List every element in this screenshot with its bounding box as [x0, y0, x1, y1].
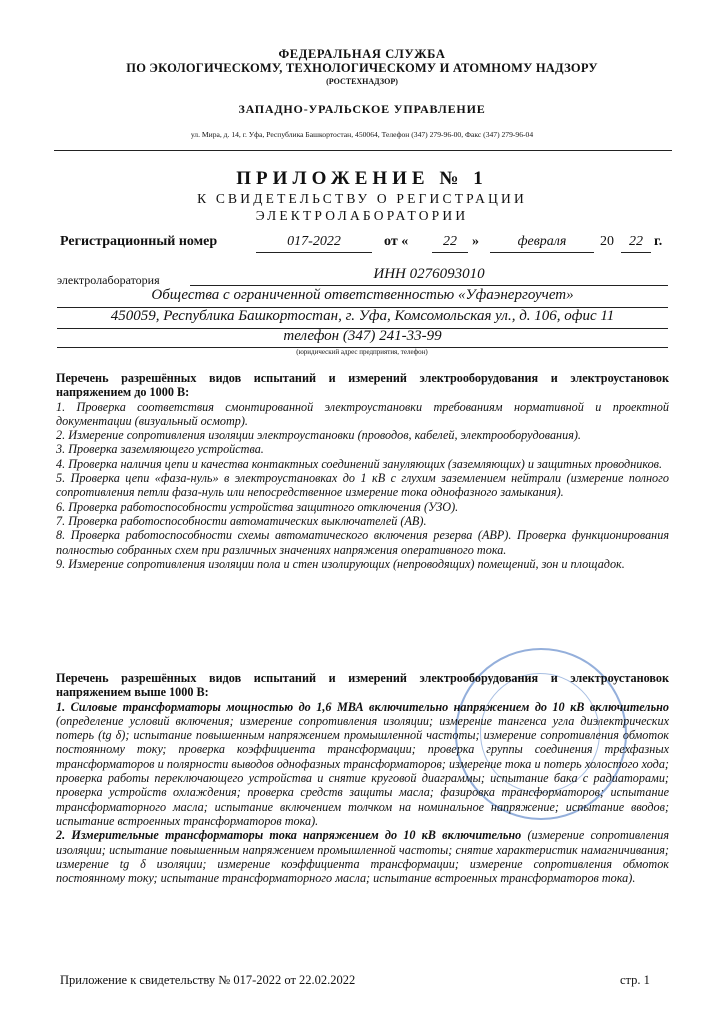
- section-low-voltage: [56, 371, 669, 571]
- agency-line1: ФЕДЕРАЛЬНАЯ СЛУЖБА: [278, 47, 446, 61]
- section1-item-3: 3. Проверка заземляющего устройства.: [56, 442, 264, 457]
- registration-year: 22: [621, 234, 651, 253]
- section1-item-4: 4. Проверка наличия цепи и качества контактных соединений зануляющих (заземляющих) и защитных проводников.: [56, 456, 663, 471]
- document-subtitle-2: ЭЛЕКТРОЛАБОРАТОРИИ: [255, 208, 469, 223]
- date-open-label: от «: [384, 234, 409, 249]
- section2-item-1: [56, 700, 669, 829]
- department: ЗАПАДНО-УРАЛЬСКОЕ УПРАВЛЕНИЕ: [238, 102, 486, 116]
- section2-heading: Перечень разрешённых видов испытаний и измерений электрооборудования и электроустановок напряжением выше 1000 В:: [56, 671, 669, 700]
- agency-line2: ПО ЭКОЛОГИЧЕСКОМУ, ТЕХНОЛОГИЧЕСКОМУ И АТОМНОМУ НАДЗОРУ: [126, 61, 598, 75]
- lab-caption: (юридический адрес предприятия, телефон): [296, 348, 428, 356]
- header-divider: [54, 150, 672, 151]
- lab-address: 450059, Республика Башкортостан, г. Уфа, Комсомольская ул., д. 106, офис 11: [57, 308, 668, 329]
- section1-item-6: 6. Проверка работоспособности устройства защитного отключения (УЗО).: [56, 499, 459, 514]
- registration-line: [60, 234, 680, 256]
- registration-day: 22: [432, 234, 468, 253]
- section2-item-1-title: 1. Силовые трансформаторы мощностью до 1,6 МВА включительно напряжением до 10 кВ включительно: [56, 699, 669, 714]
- document-title: ПРИЛОЖЕНИЕ № 1: [236, 168, 488, 189]
- agency-short: (РОСТЕХНАДЗОР): [326, 77, 398, 86]
- lab-inn: ИНН 0276093010: [190, 266, 668, 286]
- section1-heading: Перечень разрешённых видов испытаний и измерений электрооборудования и электроустановок напряжением до 1000 В:: [56, 371, 669, 400]
- section-high-voltage: [56, 671, 669, 885]
- section2-item-2-text: (измерение сопротивления изоляции; испытание повышенным напряжением промышленной частоты; снятие характеристик намагничивания; измерение tg δ изоляции; измерение коэффициента трансформации; измерение сопротивления обмоток постоянному току; испытание трансформаторного масла; испытание встроенных трансформаторов тока).: [56, 828, 670, 886]
- section2-item-2-title: 2. Измерительные трансформаторы тока напряжением до 10 кВ включительно: [56, 828, 522, 843]
- footer-reference: Приложение к свидетельству № 017-2022 от 22.02.2022: [60, 973, 356, 987]
- section1-item-7: 7. Проверка работоспособности автоматических выключателей (АВ).: [56, 513, 427, 528]
- section1-item-2: 2. Измерение сопротивления изоляции электроустановки (проводов, кабелей, электрооборудования).: [56, 428, 581, 443]
- section1-item-8: 8. Проверка работоспособности схемы автоматического включения резерва (АВР). Проверка функционирования полностью собранных схем при различных значениях напряжения оперативного тока.: [56, 528, 669, 557]
- section1-item-9: 9. Измерение сопротивления изоляции пола и стен изолирующих (непроводящих) помещений, зон и площадок.: [56, 556, 625, 571]
- section2-item-2: [56, 828, 669, 885]
- section2-item-1-text: (определение условий включения; измерение сопротивления изоляции; измерение тангенса угла диэлектрических потерь (tg δ); испытание повышенным напряжением промышленной частоты; измерение сопротивления обмоток постоянному току; проверка коэффициента трансформации; проверка группы соединения трехфазных трансформаторов и полярности выводов однофазных трансформаторов; измерение тока и потерь холостого хода; проверка работы переключающего устройства и снятие круговой диаграммы; испытание бака с радиаторами; проверка устройств охлаждения; проверка средств защиты масла; фазировка трансформаторов; испытание трансформаторного масла; испытание включением толчком на номинальное напряжение; испытание вводов; испытание встроенных трансформаторов тока).: [56, 713, 669, 828]
- lab-name: Общества с ограниченной ответственностью «Уфаэнергоучет»: [57, 287, 668, 308]
- section1-item-1: 1. Проверка соответствия смонтированной электроустановки требованиям нормативной и проектной документации (визуальный осмотр).: [56, 399, 669, 428]
- registration-year-prefix: 20: [600, 234, 614, 249]
- lab-label: электролаборатория: [57, 273, 160, 287]
- registration-month: февраля: [490, 234, 594, 253]
- date-close-quote: »: [472, 234, 479, 249]
- document-subtitle-1: К СВИДЕТЕЛЬСТВУ О РЕГИСТРАЦИИ: [197, 191, 527, 206]
- registration-number: 017-2022: [256, 234, 372, 253]
- lab-phone: телефон (347) 241-33-99: [57, 328, 668, 348]
- year-label: г.: [654, 234, 663, 249]
- section1-item-5: 5. Проверка цепи «фаза-нуль» в электроустановках до 1 кВ с глухим заземлением нейтрали (измерение полного сопротивления петли фаза-нуль или непосредственное измерение тока однофазного замыкания).: [56, 471, 669, 500]
- page-number: стр. 1: [620, 973, 650, 987]
- agency-address: ул. Мира, д. 14, г. Уфа, Республика Башкортостан, 450064, Телефон (347) 279-96-00, Факс (347) 279-96-04: [190, 130, 534, 139]
- registration-label: Регистрационный номер: [60, 234, 218, 249]
